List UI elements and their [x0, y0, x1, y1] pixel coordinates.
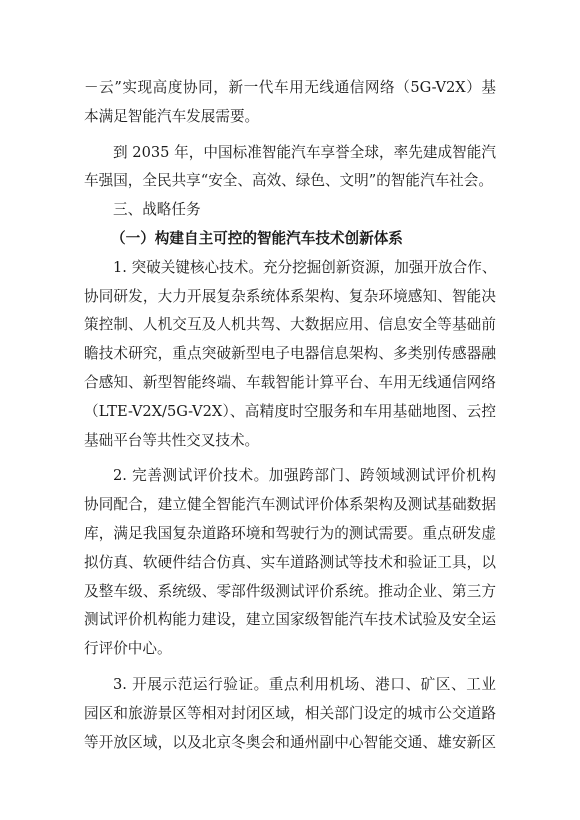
paragraph-2035-goal: [84, 139, 496, 197]
text-line: 库，满足我国复杂道路环境和驾驶行为的测试需要。重点研发虚: [84, 524, 496, 542]
text-line: 拟仿真、软硬件结合仿真、实车道路测试等技术和验证工具，以: [84, 553, 496, 571]
text-line: 合感知、新型智能终端、车载智能计算平台、车用无线通信网络: [84, 373, 496, 391]
paragraph-continuation: [84, 74, 496, 132]
document-body: [84, 74, 496, 757]
paragraph-demonstration: [84, 671, 496, 757]
text-line: 测试评价机构能力建设，建立国家级智能汽车技术试验及安全运: [84, 611, 496, 629]
text-line: 3. 开展示范运行验证。重点利用机场、港口、矿区、工业: [113, 675, 496, 693]
text-line: 本满足智能汽车发展需要。: [84, 107, 260, 125]
section-heading: 三、战略任务: [113, 201, 201, 219]
text-line: 2. 完善测试评价技术。加强跨部门、跨领域测试评价机构: [113, 467, 496, 485]
text-line: （LTE-V2X/5G-V2X）、高精度时空服务和车用基础地图、云控: [84, 402, 496, 420]
text-line: 到 2035 年，中国标准智能汽车享誉全球，率先建成智能汽: [113, 143, 496, 161]
text-line: 协同研发，大力开展复杂系统体系架构、复杂环境感知、智能决: [84, 287, 496, 305]
text-line: －云”实现高度协同，新一代车用无线通信网络（5G-V2X）基: [84, 79, 496, 96]
text-line: 及整车级、系统级、零部件级测试评价系统。推动企业、第三方: [84, 582, 496, 600]
subsection-heading: （一）构建自主可控的智能汽车技术创新体系: [111, 229, 403, 247]
text-line: 行评价中心。: [84, 640, 172, 658]
text-line: 策控制、人机交互及人机共驾、大数据应用、信息安全等基础前: [84, 316, 496, 334]
text-line: 1. 突破关键核心技术。充分挖掘创新资源，加强开放合作、: [113, 258, 497, 276]
text-line: 协同配合，建立健全智能汽车测试评价体系架构及测试基础数据: [84, 496, 496, 514]
text-line: 基础平台等共性交叉技术。: [84, 431, 260, 449]
text-line: 瞻技术研究，重点突破新型电子电器信息架构、多类别传感器融: [84, 345, 496, 363]
paragraph-testing: [84, 462, 496, 664]
paragraph-core-tech: [84, 254, 496, 456]
text-line: 等开放区域，以及北京冬奥会和通州副中心智能交通、雄安新区: [84, 733, 496, 751]
text-line: 车强国，全民共享“安全、高效、绿色、文明”的智能汽车社会。: [84, 172, 493, 190]
text-line: 园区和旅游景区等相对封闭区域，相关部门设定的城市公交道路: [84, 704, 496, 722]
